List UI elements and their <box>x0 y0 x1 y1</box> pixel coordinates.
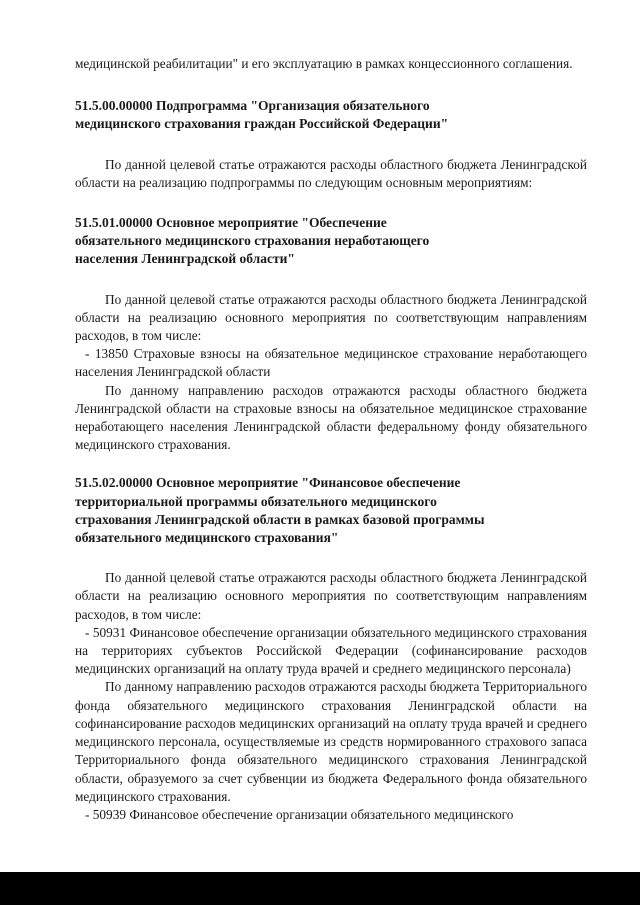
item-50939: - 50939 Финансовое обеспечение организации обязательного медицинского <box>85 806 514 822</box>
heading-measure-51-5-02: 51.5.02.00000 Основное мероприятие "Финансовое обеспечение территориальной программы обязательного медицинского страхования Ленинградской области в рамках базовой программы обязательного медицинского страхования" <box>75 475 485 546</box>
document-body <box>75 55 587 824</box>
paragraph-50931-description: По данному направлению расходов отражаются расходы бюджета Территориального фонда обязательного медицинского страхования Ленинградской области на софинансирование расходов медицинских организаций на оплату труда врачей и среднего медицинского персонала, осуществляемые из средств нормированного страхового запаса Территориального фонда обязательного медицинского страхования Ленинградской области, образуемого за счет субвенции из бюджета Федерального фонда обязательного медицинского страхования. <box>75 679 588 804</box>
item-13850: - 13850 Страховые взносы на обязательное медицинское страхование неработающего населения Ленинградской области <box>75 346 587 380</box>
paragraph-subprogram-description: По данной целевой статье отражаются расходы областного бюджета Ленинградской области на реализацию подпрограммы по следующим основным мероприятиям: <box>75 156 587 190</box>
paragraph-measure-51-5-02-description: По данной целевой статье отражаются расходы областного бюджета Ленинградской области на реализацию основного мероприятия по соответствующим направлениям расходов, в том числе: <box>75 570 587 622</box>
paragraph-13850-description: По данному направлению расходов отражаются расходы областного бюджета Ленинградской области на страховые взносы на обязательное медицинское страхование неработающего населения Ленинградской области федеральному фонду обязательного медицинского страхования. <box>75 382 588 453</box>
paragraph-measure-51-5-01-description: По данной целевой статье отражаются расходы областного бюджета Ленинградской области на реализацию основного мероприятия по соответствующим направлениям расходов, в том числе: <box>75 291 587 344</box>
scan-border-bottom <box>0 872 640 905</box>
item-50931: - 50931 Финансовое обеспечение организации обязательного медицинского страхования на территориях субъектов Российской Федерации (софинансирование расходов медицинских организаций на оплату труда врачей и среднего медицинского персонала) <box>75 624 588 677</box>
heading-subprogram-51-5-00: 51.5.00.00000 Подпрограмма "Организация обязательного медицинского страхования граждан Российской Федерации" <box>75 98 449 132</box>
intro-paragraph: медицинской реабилитации" и его эксплуатацию в рамках концессионного соглашения. <box>75 56 573 71</box>
heading-measure-51-5-01: 51.5.01.00000 Основное мероприятие "Обеспечение обязательного медицинского страхования неработающего населения Ленинградской области" <box>75 215 430 267</box>
